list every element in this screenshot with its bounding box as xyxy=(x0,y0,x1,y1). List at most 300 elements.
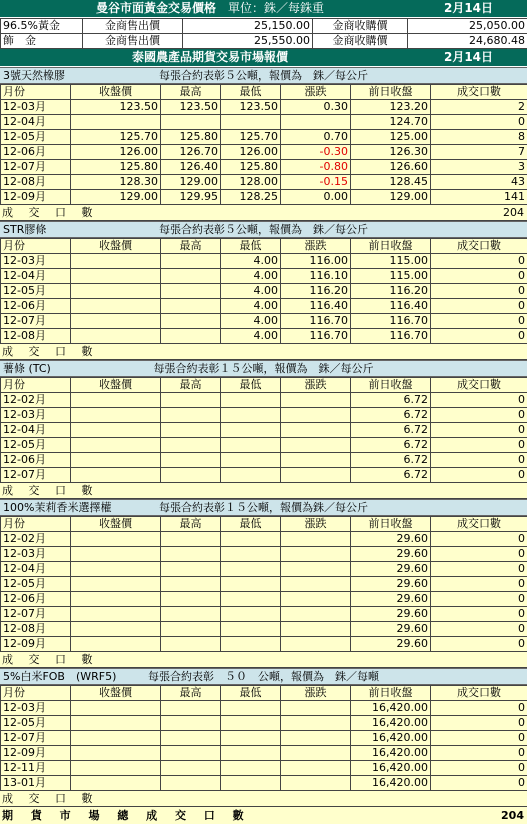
table-row xyxy=(1,100,527,115)
table-cell xyxy=(71,731,161,746)
section-spec: 每張合約表彰１５公噸，報價為 銖／每公斤 xyxy=(0,361,527,376)
gold-buy-price: 24,680.48 xyxy=(408,34,527,49)
table-row xyxy=(1,423,527,438)
table-cell: 12-05月 xyxy=(1,284,71,299)
table-cell: 13-01月 xyxy=(1,776,71,791)
table-cell: 4.00 xyxy=(221,329,281,344)
table-cell: 125.80 xyxy=(221,160,281,175)
table-cell: 0 xyxy=(431,438,527,453)
table-row xyxy=(1,577,527,592)
table-cell: 16,420.00 xyxy=(351,761,431,776)
table-cell: 116.40 xyxy=(281,299,351,314)
column-header-row xyxy=(1,686,527,701)
table-cell: 16,420.00 xyxy=(351,716,431,731)
table-cell: 29.60 xyxy=(351,547,431,562)
section-spec: 每張合約表彰１５公噸，報價為銖／每公斤 xyxy=(0,500,527,515)
table-cell: 116.40 xyxy=(351,299,431,314)
table-cell xyxy=(221,761,281,776)
table-cell: 115.00 xyxy=(351,269,431,284)
table-cell: 0.30 xyxy=(281,100,351,115)
table-cell: 128.25 xyxy=(221,190,281,205)
table-cell xyxy=(161,453,221,468)
gold-row xyxy=(1,34,527,49)
table-cell: 129.00 xyxy=(71,190,161,205)
table-cell: 0 xyxy=(431,761,527,776)
table-cell: 12-02月 xyxy=(1,532,71,547)
table-cell xyxy=(71,423,161,438)
table-cell xyxy=(161,408,221,423)
table-cell: 12-11月 xyxy=(1,761,71,776)
table-cell xyxy=(281,423,351,438)
column-header: 月份 xyxy=(1,85,71,100)
table-cell: 0 xyxy=(431,314,527,329)
section-header xyxy=(0,67,527,84)
gold-name: 飾 金 xyxy=(1,34,83,49)
table-cell xyxy=(71,269,161,284)
section-spec: 每張合約表彰５公噸，報價為 銖／每公斤 xyxy=(0,222,527,237)
table-cell xyxy=(281,761,351,776)
table-cell xyxy=(71,622,161,637)
table-cell xyxy=(221,622,281,637)
table-cell xyxy=(161,577,221,592)
table-row xyxy=(1,716,527,731)
table-cell xyxy=(71,776,161,791)
table-cell xyxy=(281,776,351,791)
table-cell xyxy=(161,299,221,314)
table-cell: 126.60 xyxy=(351,160,431,175)
futures-date: 2月14日 xyxy=(410,49,527,66)
column-header: 漲跌 xyxy=(281,239,351,254)
table-cell: 116.20 xyxy=(351,284,431,299)
table-row xyxy=(1,532,527,547)
table-cell xyxy=(281,607,351,622)
grand-total xyxy=(0,807,527,824)
section-name: 3號天然橡膠 xyxy=(3,68,65,83)
table-cell: 128.30 xyxy=(71,175,161,190)
table-cell: 12-03月 xyxy=(1,408,71,423)
gold-sell-price: 25,550.00 xyxy=(183,34,313,49)
table-cell xyxy=(71,562,161,577)
table-cell: 29.60 xyxy=(351,622,431,637)
table-cell xyxy=(221,592,281,607)
section-spec: 每張合約表彰５公噸，報價為 銖／每公斤 xyxy=(0,68,527,83)
table-cell xyxy=(281,532,351,547)
table-cell xyxy=(221,637,281,652)
table-cell: 123.50 xyxy=(71,100,161,115)
table-row xyxy=(1,160,527,175)
futures-title: 泰國農產品期貨交易市場報價 xyxy=(0,49,420,66)
table-cell: 116.70 xyxy=(351,329,431,344)
table-cell: 6.72 xyxy=(351,393,431,408)
table-cell xyxy=(221,468,281,483)
table-cell xyxy=(281,547,351,562)
table-cell xyxy=(71,746,161,761)
column-header: 月份 xyxy=(1,239,71,254)
table-cell: 116.70 xyxy=(351,314,431,329)
table-cell xyxy=(161,607,221,622)
table-cell: 29.60 xyxy=(351,562,431,577)
column-header: 收盤價 xyxy=(71,239,161,254)
table-cell: 0 xyxy=(431,284,527,299)
column-header: 最高 xyxy=(161,85,221,100)
column-header: 成交口數 xyxy=(431,517,527,532)
table-cell: 4.00 xyxy=(221,314,281,329)
table-cell xyxy=(281,731,351,746)
section-total xyxy=(0,483,527,499)
section-name: 5%白米FOB (WRF5) xyxy=(3,669,116,684)
table-cell: 16,420.00 xyxy=(351,701,431,716)
table-cell: 125.70 xyxy=(221,130,281,145)
gold-row xyxy=(1,19,527,34)
table-cell: 0 xyxy=(431,393,527,408)
table-cell: 12-07月 xyxy=(1,314,71,329)
table-row xyxy=(1,329,527,344)
table-cell: 125.70 xyxy=(71,130,161,145)
futures-header xyxy=(0,49,527,67)
gold-table xyxy=(0,18,527,49)
table-cell: 129.95 xyxy=(161,190,221,205)
table-row xyxy=(1,115,527,130)
table-cell xyxy=(71,716,161,731)
table-cell xyxy=(71,438,161,453)
table-cell xyxy=(281,637,351,652)
table-cell: 0 xyxy=(431,532,527,547)
table-cell xyxy=(161,776,221,791)
table-cell: 12-09月 xyxy=(1,190,71,205)
table-cell: 128.45 xyxy=(351,175,431,190)
gold-title-text: 曼谷市面黃金交易價格 xyxy=(96,1,216,15)
table-row xyxy=(1,731,527,746)
column-header-row xyxy=(1,378,527,393)
table-cell xyxy=(161,701,221,716)
table-cell xyxy=(161,761,221,776)
table-cell: 0 xyxy=(431,254,527,269)
table-cell: 123.50 xyxy=(221,100,281,115)
column-header: 成交口數 xyxy=(431,239,527,254)
column-header: 前日收盤 xyxy=(351,378,431,393)
table-cell: 0 xyxy=(431,329,527,344)
table-row xyxy=(1,637,527,652)
table-cell: 4.00 xyxy=(221,284,281,299)
table-cell: 12-09月 xyxy=(1,637,71,652)
table-cell: 126.30 xyxy=(351,145,431,160)
table-cell xyxy=(161,716,221,731)
table-cell: 7 xyxy=(431,145,527,160)
table-cell: 0 xyxy=(431,577,527,592)
table-cell: 29.60 xyxy=(351,607,431,622)
table-row xyxy=(1,622,527,637)
table-cell: 128.00 xyxy=(221,175,281,190)
table-row xyxy=(1,468,527,483)
section-total-label: 成 交 口 數 xyxy=(2,791,99,806)
table-cell: 0 xyxy=(431,607,527,622)
table-cell: 12-07月 xyxy=(1,468,71,483)
table-cell xyxy=(281,468,351,483)
column-header: 漲跌 xyxy=(281,686,351,701)
gold-sell-label: 金商售出價 xyxy=(83,34,183,49)
section-total-label: 成 交 口 數 xyxy=(2,344,99,359)
table-cell: 0 xyxy=(431,562,527,577)
column-header: 最高 xyxy=(161,239,221,254)
table-row xyxy=(1,175,527,190)
table-cell xyxy=(281,592,351,607)
table-cell: 43 xyxy=(431,175,527,190)
table-row xyxy=(1,145,527,160)
column-header: 最低 xyxy=(221,686,281,701)
table-cell: 0 xyxy=(431,637,527,652)
table-cell: 12-05月 xyxy=(1,130,71,145)
gold-header xyxy=(0,0,527,18)
section-header xyxy=(0,499,527,516)
table-cell xyxy=(221,607,281,622)
table-cell: 116.20 xyxy=(281,284,351,299)
column-header: 成交口數 xyxy=(431,378,527,393)
gold-sell-label: 金商售出價 xyxy=(83,19,183,34)
table-cell: 12-04月 xyxy=(1,115,71,130)
table-cell xyxy=(281,408,351,423)
table-cell xyxy=(71,299,161,314)
column-header: 前日收盤 xyxy=(351,85,431,100)
table-cell: 12-02月 xyxy=(1,393,71,408)
table-cell: 0 xyxy=(431,622,527,637)
section-total-value: 204 xyxy=(503,205,524,220)
table-cell xyxy=(161,115,221,130)
table-cell: 16,420.00 xyxy=(351,731,431,746)
table-cell: 16,420.00 xyxy=(351,746,431,761)
table-row xyxy=(1,776,527,791)
table-cell: 0 xyxy=(431,423,527,438)
table-cell xyxy=(281,115,351,130)
section-table xyxy=(0,377,527,483)
table-cell: 29.60 xyxy=(351,532,431,547)
table-cell xyxy=(221,115,281,130)
table-cell: 6.72 xyxy=(351,408,431,423)
table-cell xyxy=(161,284,221,299)
table-row xyxy=(1,130,527,145)
gold-buy-label: 金商收購價 xyxy=(313,34,408,49)
column-header: 成交口數 xyxy=(431,85,527,100)
gold-name: 96.5%黃金 xyxy=(1,19,83,34)
table-cell: 12-06月 xyxy=(1,592,71,607)
table-row xyxy=(1,592,527,607)
table-cell: 0 xyxy=(431,453,527,468)
column-header-row xyxy=(1,85,527,100)
column-header: 最低 xyxy=(221,239,281,254)
column-header: 最低 xyxy=(221,517,281,532)
table-row xyxy=(1,393,527,408)
table-cell: 4.00 xyxy=(221,299,281,314)
section-table xyxy=(0,84,527,205)
table-cell: 12-04月 xyxy=(1,562,71,577)
table-cell xyxy=(71,408,161,423)
table-cell: 12-04月 xyxy=(1,269,71,284)
section-table xyxy=(0,516,527,652)
section-name: 100%茉莉香米選擇權 xyxy=(3,500,111,515)
column-header: 前日收盤 xyxy=(351,686,431,701)
table-cell: 3 xyxy=(431,160,527,175)
table-row xyxy=(1,284,527,299)
column-header: 收盤價 xyxy=(71,517,161,532)
table-cell xyxy=(281,716,351,731)
table-cell xyxy=(281,622,351,637)
column-header: 月份 xyxy=(1,378,71,393)
section-total xyxy=(0,791,527,807)
table-cell: 6.72 xyxy=(351,453,431,468)
gold-unit: 單位：銖／每銖重 xyxy=(228,1,324,15)
table-cell xyxy=(221,701,281,716)
column-header: 最高 xyxy=(161,378,221,393)
table-row xyxy=(1,408,527,423)
table-cell xyxy=(161,314,221,329)
table-cell xyxy=(161,532,221,547)
table-cell: 6.72 xyxy=(351,423,431,438)
table-cell: 129.00 xyxy=(161,175,221,190)
table-cell: 126.70 xyxy=(161,145,221,160)
table-cell xyxy=(71,547,161,562)
table-cell xyxy=(161,746,221,761)
table-cell: 115.00 xyxy=(351,254,431,269)
table-cell: 2 xyxy=(431,100,527,115)
column-header-row xyxy=(1,517,527,532)
section-header xyxy=(0,668,527,685)
section-total-label: 成 交 口 數 xyxy=(2,483,99,498)
table-cell: 123.20 xyxy=(351,100,431,115)
table-cell: 12-09月 xyxy=(1,746,71,761)
column-header: 最高 xyxy=(161,686,221,701)
table-cell xyxy=(71,607,161,622)
column-header: 收盤價 xyxy=(71,378,161,393)
section-table xyxy=(0,238,527,344)
section-total-label: 成 交 口 數 xyxy=(2,652,99,667)
table-cell: 12-08月 xyxy=(1,175,71,190)
table-cell: 141 xyxy=(431,190,527,205)
table-cell xyxy=(281,453,351,468)
table-row xyxy=(1,453,527,468)
section-name: STR膠條 xyxy=(3,222,46,237)
table-cell xyxy=(281,746,351,761)
column-header: 收盤價 xyxy=(71,686,161,701)
table-cell xyxy=(161,438,221,453)
table-cell: 12-08月 xyxy=(1,622,71,637)
table-cell xyxy=(221,547,281,562)
table-cell xyxy=(221,423,281,438)
table-cell xyxy=(221,577,281,592)
table-cell: 4.00 xyxy=(221,269,281,284)
table-cell: 129.00 xyxy=(351,190,431,205)
table-cell xyxy=(71,592,161,607)
table-cell: 125.80 xyxy=(161,130,221,145)
column-header: 前日收盤 xyxy=(351,517,431,532)
column-header: 月份 xyxy=(1,517,71,532)
table-cell xyxy=(161,269,221,284)
section-header xyxy=(0,360,527,377)
table-cell: 0 xyxy=(431,299,527,314)
gold-title xyxy=(0,0,420,17)
section-total xyxy=(0,205,527,221)
futures-sections xyxy=(0,67,527,807)
table-cell xyxy=(221,408,281,423)
table-cell: 8 xyxy=(431,130,527,145)
column-header: 漲跌 xyxy=(281,85,351,100)
table-cell xyxy=(161,637,221,652)
table-row xyxy=(1,746,527,761)
table-cell xyxy=(161,562,221,577)
table-row xyxy=(1,761,527,776)
table-cell xyxy=(161,393,221,408)
table-cell: 12-07月 xyxy=(1,160,71,175)
gold-buy-price: 25,050.00 xyxy=(408,19,527,34)
table-cell xyxy=(281,701,351,716)
table-cell: 12-08月 xyxy=(1,329,71,344)
table-cell: 12-03月 xyxy=(1,100,71,115)
table-cell xyxy=(71,453,161,468)
grand-total-value: 204 xyxy=(501,807,524,824)
table-cell xyxy=(71,115,161,130)
table-cell: 0 xyxy=(431,731,527,746)
table-cell: 125.80 xyxy=(71,160,161,175)
table-cell xyxy=(71,761,161,776)
grand-total-label: 期 貨 市 場 總 成 交 口 數 xyxy=(2,807,251,824)
table-cell: 0 xyxy=(431,716,527,731)
section-header xyxy=(0,221,527,238)
table-cell xyxy=(221,393,281,408)
table-cell xyxy=(161,622,221,637)
table-cell xyxy=(71,577,161,592)
table-cell: 0 xyxy=(431,269,527,284)
column-header: 收盤價 xyxy=(71,85,161,100)
table-cell: 29.60 xyxy=(351,592,431,607)
table-cell xyxy=(281,562,351,577)
table-cell: 126.00 xyxy=(221,145,281,160)
table-cell xyxy=(221,716,281,731)
table-cell xyxy=(161,329,221,344)
gold-sell-price: 25,150.00 xyxy=(183,19,313,34)
table-cell: 116.70 xyxy=(281,329,351,344)
table-row xyxy=(1,438,527,453)
column-header: 最低 xyxy=(221,378,281,393)
table-cell: 0 xyxy=(431,776,527,791)
table-cell xyxy=(71,314,161,329)
table-cell xyxy=(161,423,221,438)
table-cell: -0.30 xyxy=(281,145,351,160)
table-cell: 12-07月 xyxy=(1,731,71,746)
table-cell: 0.70 xyxy=(281,130,351,145)
column-header: 漲跌 xyxy=(281,378,351,393)
table-cell xyxy=(221,438,281,453)
table-cell xyxy=(221,746,281,761)
table-cell: 12-06月 xyxy=(1,145,71,160)
table-row xyxy=(1,562,527,577)
table-row xyxy=(1,701,527,716)
table-row xyxy=(1,254,527,269)
table-cell xyxy=(71,468,161,483)
table-cell xyxy=(221,562,281,577)
column-header-row xyxy=(1,239,527,254)
table-cell: 12-05月 xyxy=(1,438,71,453)
table-cell: 6.72 xyxy=(351,438,431,453)
table-cell: 0 xyxy=(431,701,527,716)
table-cell xyxy=(71,532,161,547)
table-row xyxy=(1,269,527,284)
table-cell: -0.15 xyxy=(281,175,351,190)
gold-buy-label: 金商收購價 xyxy=(313,19,408,34)
table-cell: 6.72 xyxy=(351,468,431,483)
table-cell xyxy=(221,532,281,547)
table-cell: 12-05月 xyxy=(1,716,71,731)
column-header: 最高 xyxy=(161,517,221,532)
section-table xyxy=(0,685,527,791)
table-cell: 0 xyxy=(431,468,527,483)
